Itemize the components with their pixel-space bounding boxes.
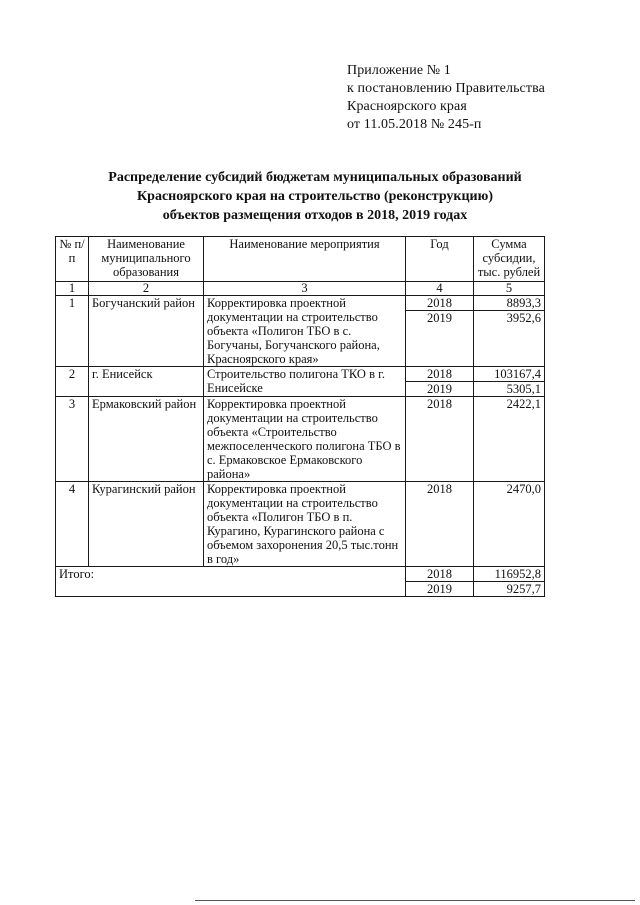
column-number: 4	[406, 282, 474, 296]
title-line-2: Красноярского края на строительство (реконструкцию)	[137, 189, 493, 204]
row-amount: 5305,1	[474, 382, 545, 397]
row-municipality: Богучанский район	[89, 296, 204, 367]
row-amount: 2422,1	[474, 397, 545, 482]
row-amount: 2470,0	[474, 482, 545, 567]
title-line-1: Распределение субсидий бюджетам муниципальных образований	[108, 170, 522, 185]
total-row	[56, 567, 545, 582]
column-number: 2	[89, 282, 204, 296]
document-title	[40, 168, 590, 225]
row-num: 2	[56, 367, 89, 397]
row-municipality: г. Енисейск	[89, 367, 204, 397]
appendix-region: Красноярского края	[347, 99, 467, 114]
row-num: 1	[56, 296, 89, 367]
row-year: 2018	[406, 296, 474, 311]
column-number-row	[56, 282, 545, 296]
row-measure: Строительство полигона ТКО в г. Енисейске	[204, 367, 406, 397]
appendix-number: Приложение № 1	[347, 63, 451, 78]
row-municipality: Курагинский район	[89, 482, 204, 567]
subsidy-table	[55, 236, 545, 597]
row-year: 2018	[406, 397, 474, 482]
title-line-3: объектов размещения отходов в 2018, 2019 годах	[162, 208, 468, 223]
header-num: № п/п	[56, 237, 89, 282]
column-number: 3	[204, 282, 406, 296]
total-amount: 9257,7	[474, 582, 545, 597]
header-municipality: Наименование муниципального образования	[89, 237, 204, 282]
row-year: 2018	[406, 367, 474, 382]
table-row	[56, 397, 545, 482]
header-year: Год	[406, 237, 474, 282]
total-year: 2019	[406, 582, 474, 597]
row-amount: 8893,3	[474, 296, 545, 311]
header-row	[56, 237, 545, 282]
row-num: 4	[56, 482, 89, 567]
appendix-reference: к постановлению Правительства	[347, 81, 545, 96]
row-amount: 103167,4	[474, 367, 545, 382]
total-amount: 116952,8	[474, 567, 545, 582]
page-bottom-rule	[195, 900, 635, 901]
row-num: 3	[56, 397, 89, 482]
row-year: 2019	[406, 382, 474, 397]
column-number: 1	[56, 282, 89, 296]
table-row	[56, 296, 545, 311]
row-year: 2018	[406, 482, 474, 567]
row-measure: Корректировка проектной документации на строительство объекта «Строительство межпоселенческого полигона ТБО в с. Ермаковское Ермаковского района»	[204, 397, 406, 482]
row-measure: Корректировка проектной документации на строительство объекта «Полигон ТБО в с. Богучаны, Богучанского района, Красноярского края»	[204, 296, 406, 367]
row-municipality: Ермаковский район	[89, 397, 204, 482]
appendix-block	[347, 62, 545, 134]
row-year: 2019	[406, 311, 474, 367]
row-measure: Корректировка проектной документации на строительство объекта «Полигон ТБО в п. Курагино, Курагинского района с объемом захоронения 20,5 тыс.тонн в год»	[204, 482, 406, 567]
table-row	[56, 367, 545, 382]
total-year: 2018	[406, 567, 474, 582]
table-row	[56, 482, 545, 567]
header-amount: Сумма субсидии, тыс. рублей	[474, 237, 545, 282]
appendix-date: от 11.05.2018 № 245-п	[347, 117, 482, 132]
total-label: Итого:	[56, 567, 406, 597]
column-number: 5	[474, 282, 545, 296]
header-measure: Наименование мероприятия	[204, 237, 406, 282]
row-amount: 3952,6	[474, 311, 545, 367]
